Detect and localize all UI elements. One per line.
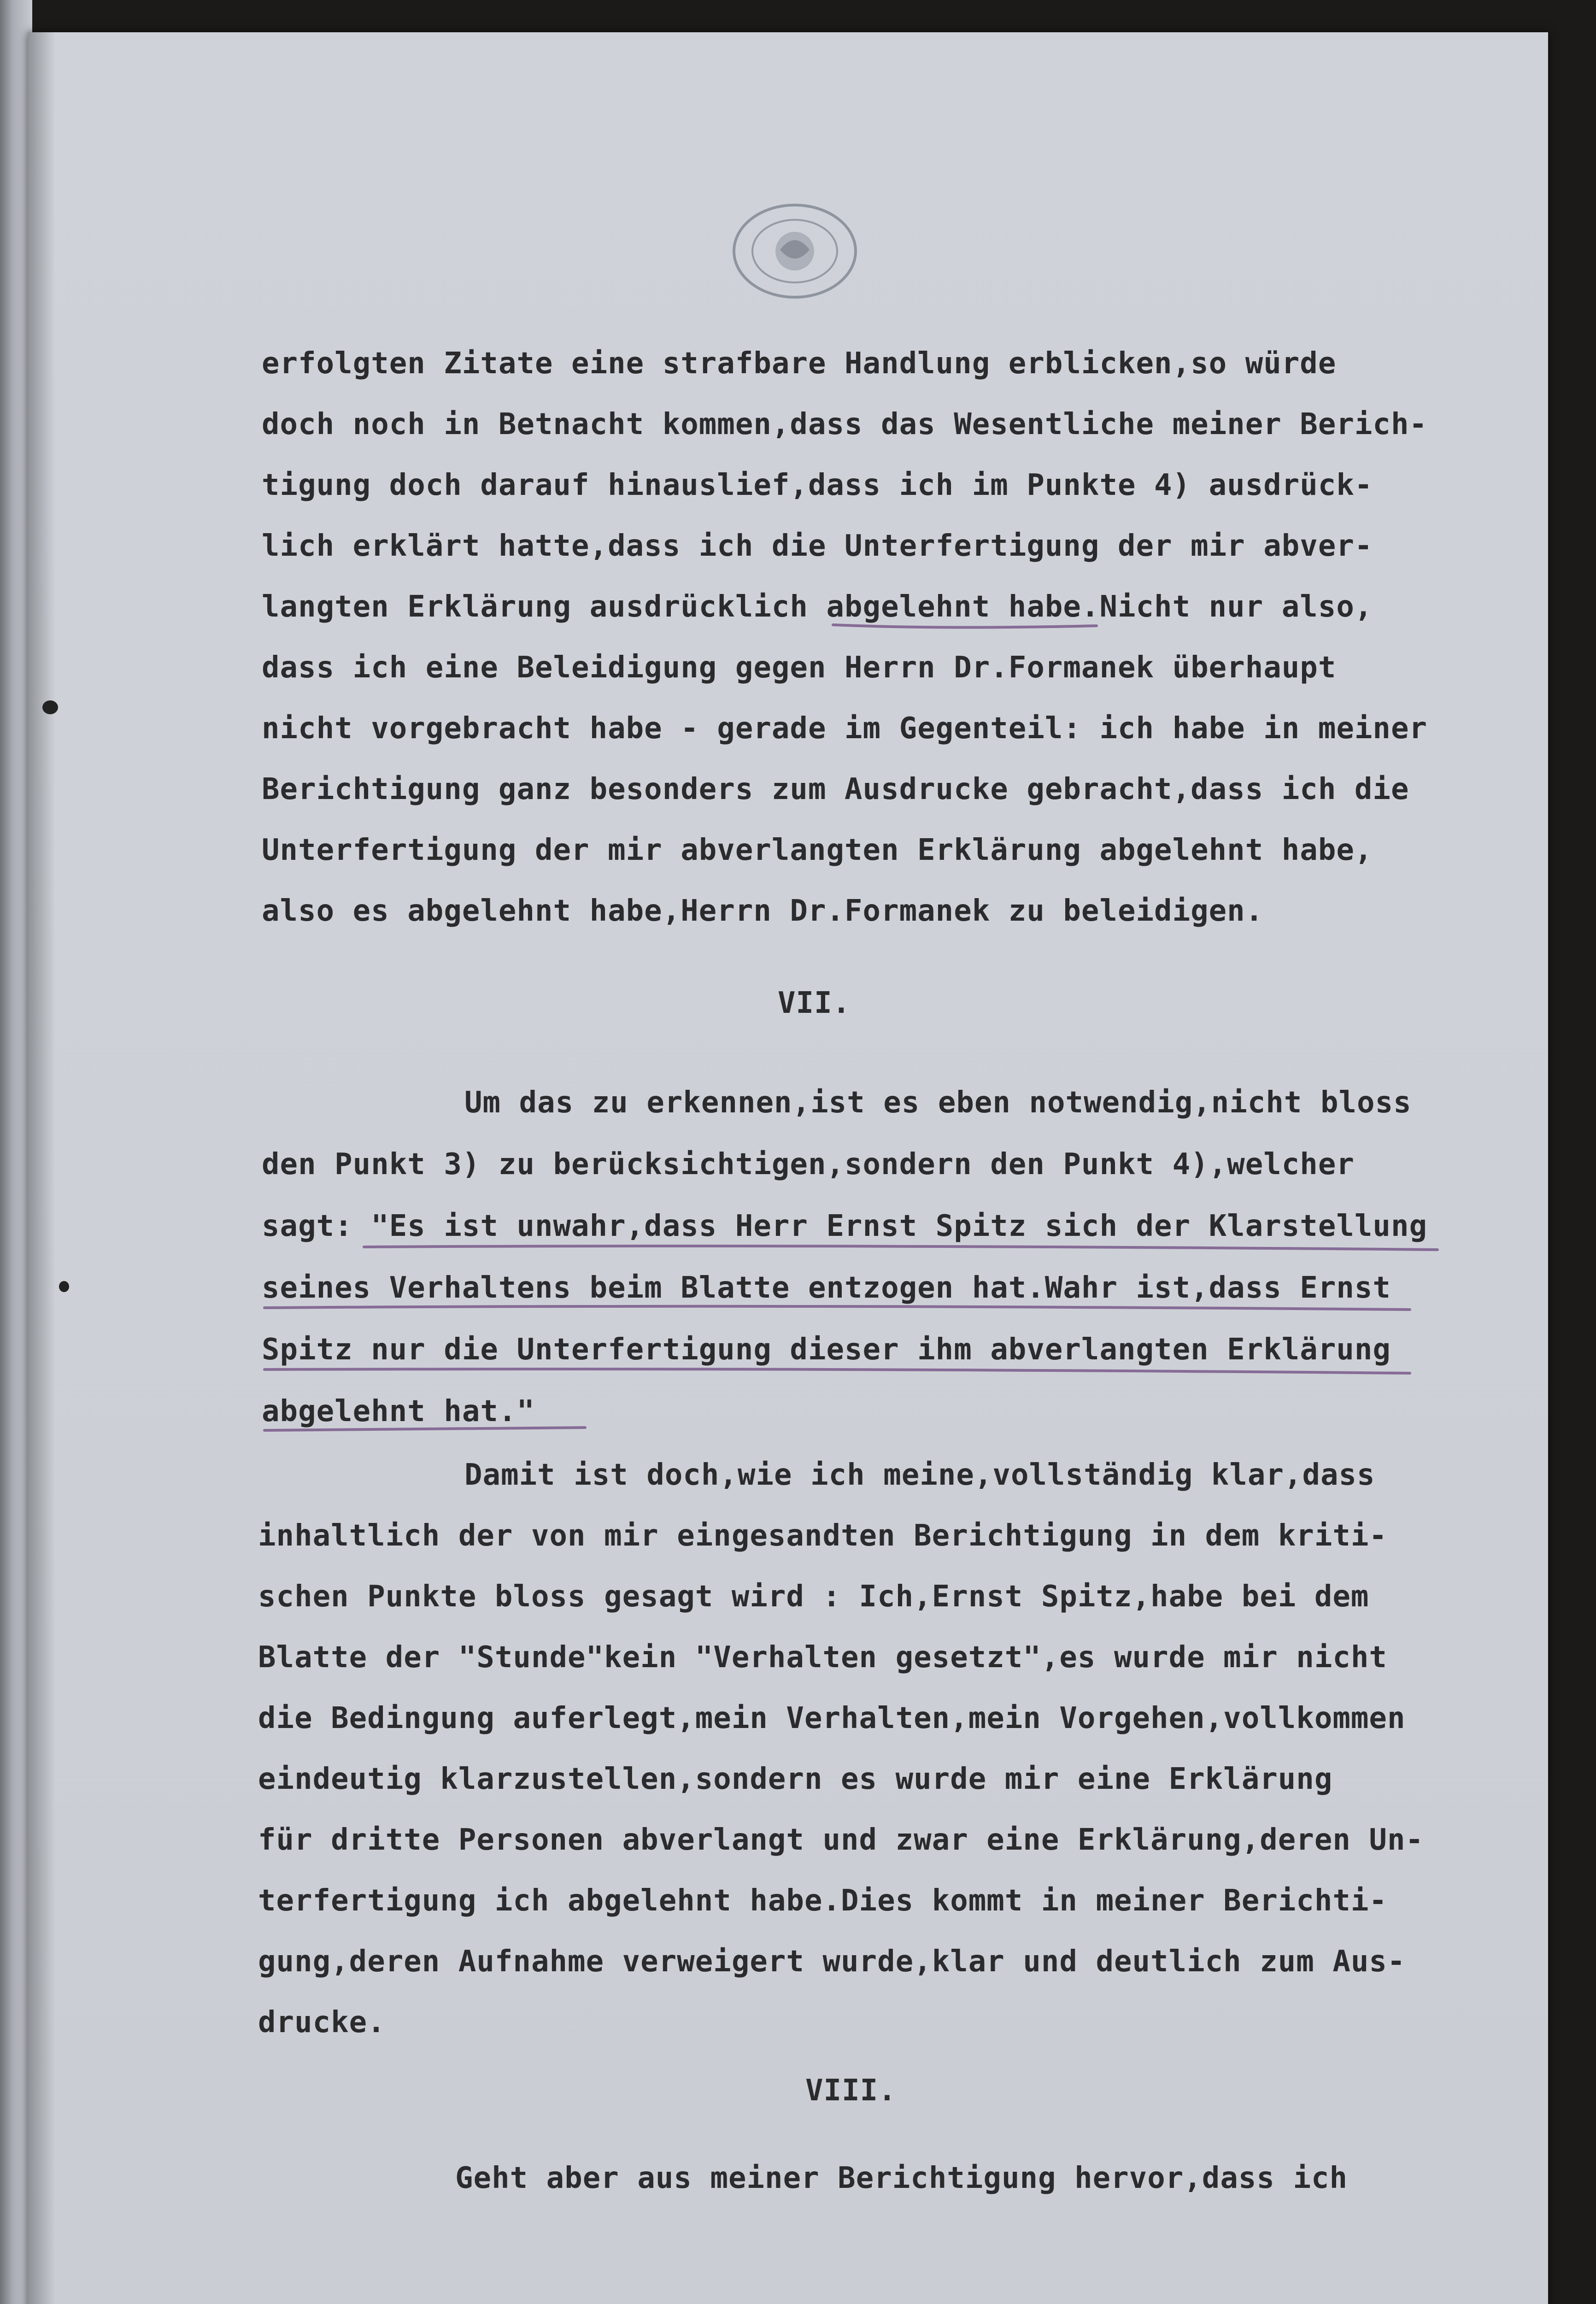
text-line: Berichtigung ganz besonders zum Ausdrucke gebracht,dass ich die xyxy=(262,772,1409,806)
text-line: Damit ist doch,wie ich meine,vollständig klar,dass xyxy=(464,1458,1375,1492)
underline-stroke xyxy=(833,625,1097,628)
text-line: Geht aber aus meiner Berichtigung hervor,dass ich xyxy=(455,2161,1348,2195)
text-line: für dritte Personen abverlangt und zwar eine Erklärung,deren Un- xyxy=(258,1823,1424,1857)
text-line: lich erklärt hatte,dass ich die Unterfertigung der mir abver- xyxy=(262,529,1373,563)
text-line: die Bedingung auferlegt,mein Verhalten,mein Vorgehen,vollkommen xyxy=(258,1701,1406,1735)
text-line: abgelehnt hat." xyxy=(262,1394,535,1428)
text-line: nicht vorgebracht habe - gerade im Gegenteil: ich habe in meiner xyxy=(262,711,1427,746)
text-line: doch noch in Betnacht kommen,dass das Wesentliche meiner Berich- xyxy=(262,407,1427,441)
text-line: den Punkt 3) zu berücksichtigen,sondern den Punkt 4),welcher xyxy=(262,1147,1355,1181)
text-line: gung,deren Aufnahme verweigert wurde,klar und deutlich zum Aus- xyxy=(258,1945,1406,1979)
underline-stroke xyxy=(264,1306,1410,1310)
text-line: sagt: "Es ist unwahr,dass Herr Ernst Spitz sich der Klarstellung xyxy=(262,1209,1427,1243)
text-line: seines Verhaltens beim Blatte entzogen hat.Wahr ist,dass Ernst xyxy=(262,1271,1391,1305)
text-line: Spitz nur die Unterfertigung dieser ihm abverlangten Erklärung xyxy=(262,1333,1391,1367)
underline-stroke xyxy=(264,1369,1410,1373)
text-line: Um das zu erkennen,ist es eben notwendig,nicht bloss xyxy=(464,1086,1412,1120)
text-line: tigung doch darauf hinauslief,dass ich im Punkte 4) ausdrück- xyxy=(262,468,1373,502)
text-line: terfertigung ich abgelehnt habe.Dies kommt in meiner Berichti- xyxy=(258,1884,1387,1918)
text-line: Blatte der "Stunde"kein "Verhalten gesetzt",es wurde mir nicht xyxy=(258,1640,1387,1675)
text-line: also es abgelehnt habe,Herrn Dr.Formanek zu beleidigen. xyxy=(262,894,1264,928)
text-line: erfolgten Zitate eine strafbare Handlung erblicken,so würde xyxy=(262,347,1337,381)
text-line: dass ich eine Beleidigung gegen Herrn Dr.Formanek überhaupt xyxy=(262,651,1337,685)
underline-stroke xyxy=(364,1246,1438,1250)
text-line: Unterfertigung der mir abverlangten Erklärung abgelehnt habe, xyxy=(262,833,1373,867)
underline-stroke xyxy=(264,1428,585,1430)
text-line: inhaltlich der von mir eingesandten Berichtigung in dem kriti- xyxy=(258,1519,1387,1553)
text-line: langten Erklärung ausdrücklich abgelehnt habe.Nicht nur also, xyxy=(262,590,1373,624)
text-line: eindeutig klarzustellen,sondern es wurde mir eine Erklärung xyxy=(258,1762,1333,1796)
text-line: schen Punkte bloss gesagt wird : Ich,Ernst Spitz,habe bei dem xyxy=(258,1580,1369,1614)
section-heading-vii: VII. xyxy=(778,986,851,1020)
text-line: drucke. xyxy=(258,2005,386,2040)
section-heading-viii: VIII. xyxy=(805,2074,897,2108)
